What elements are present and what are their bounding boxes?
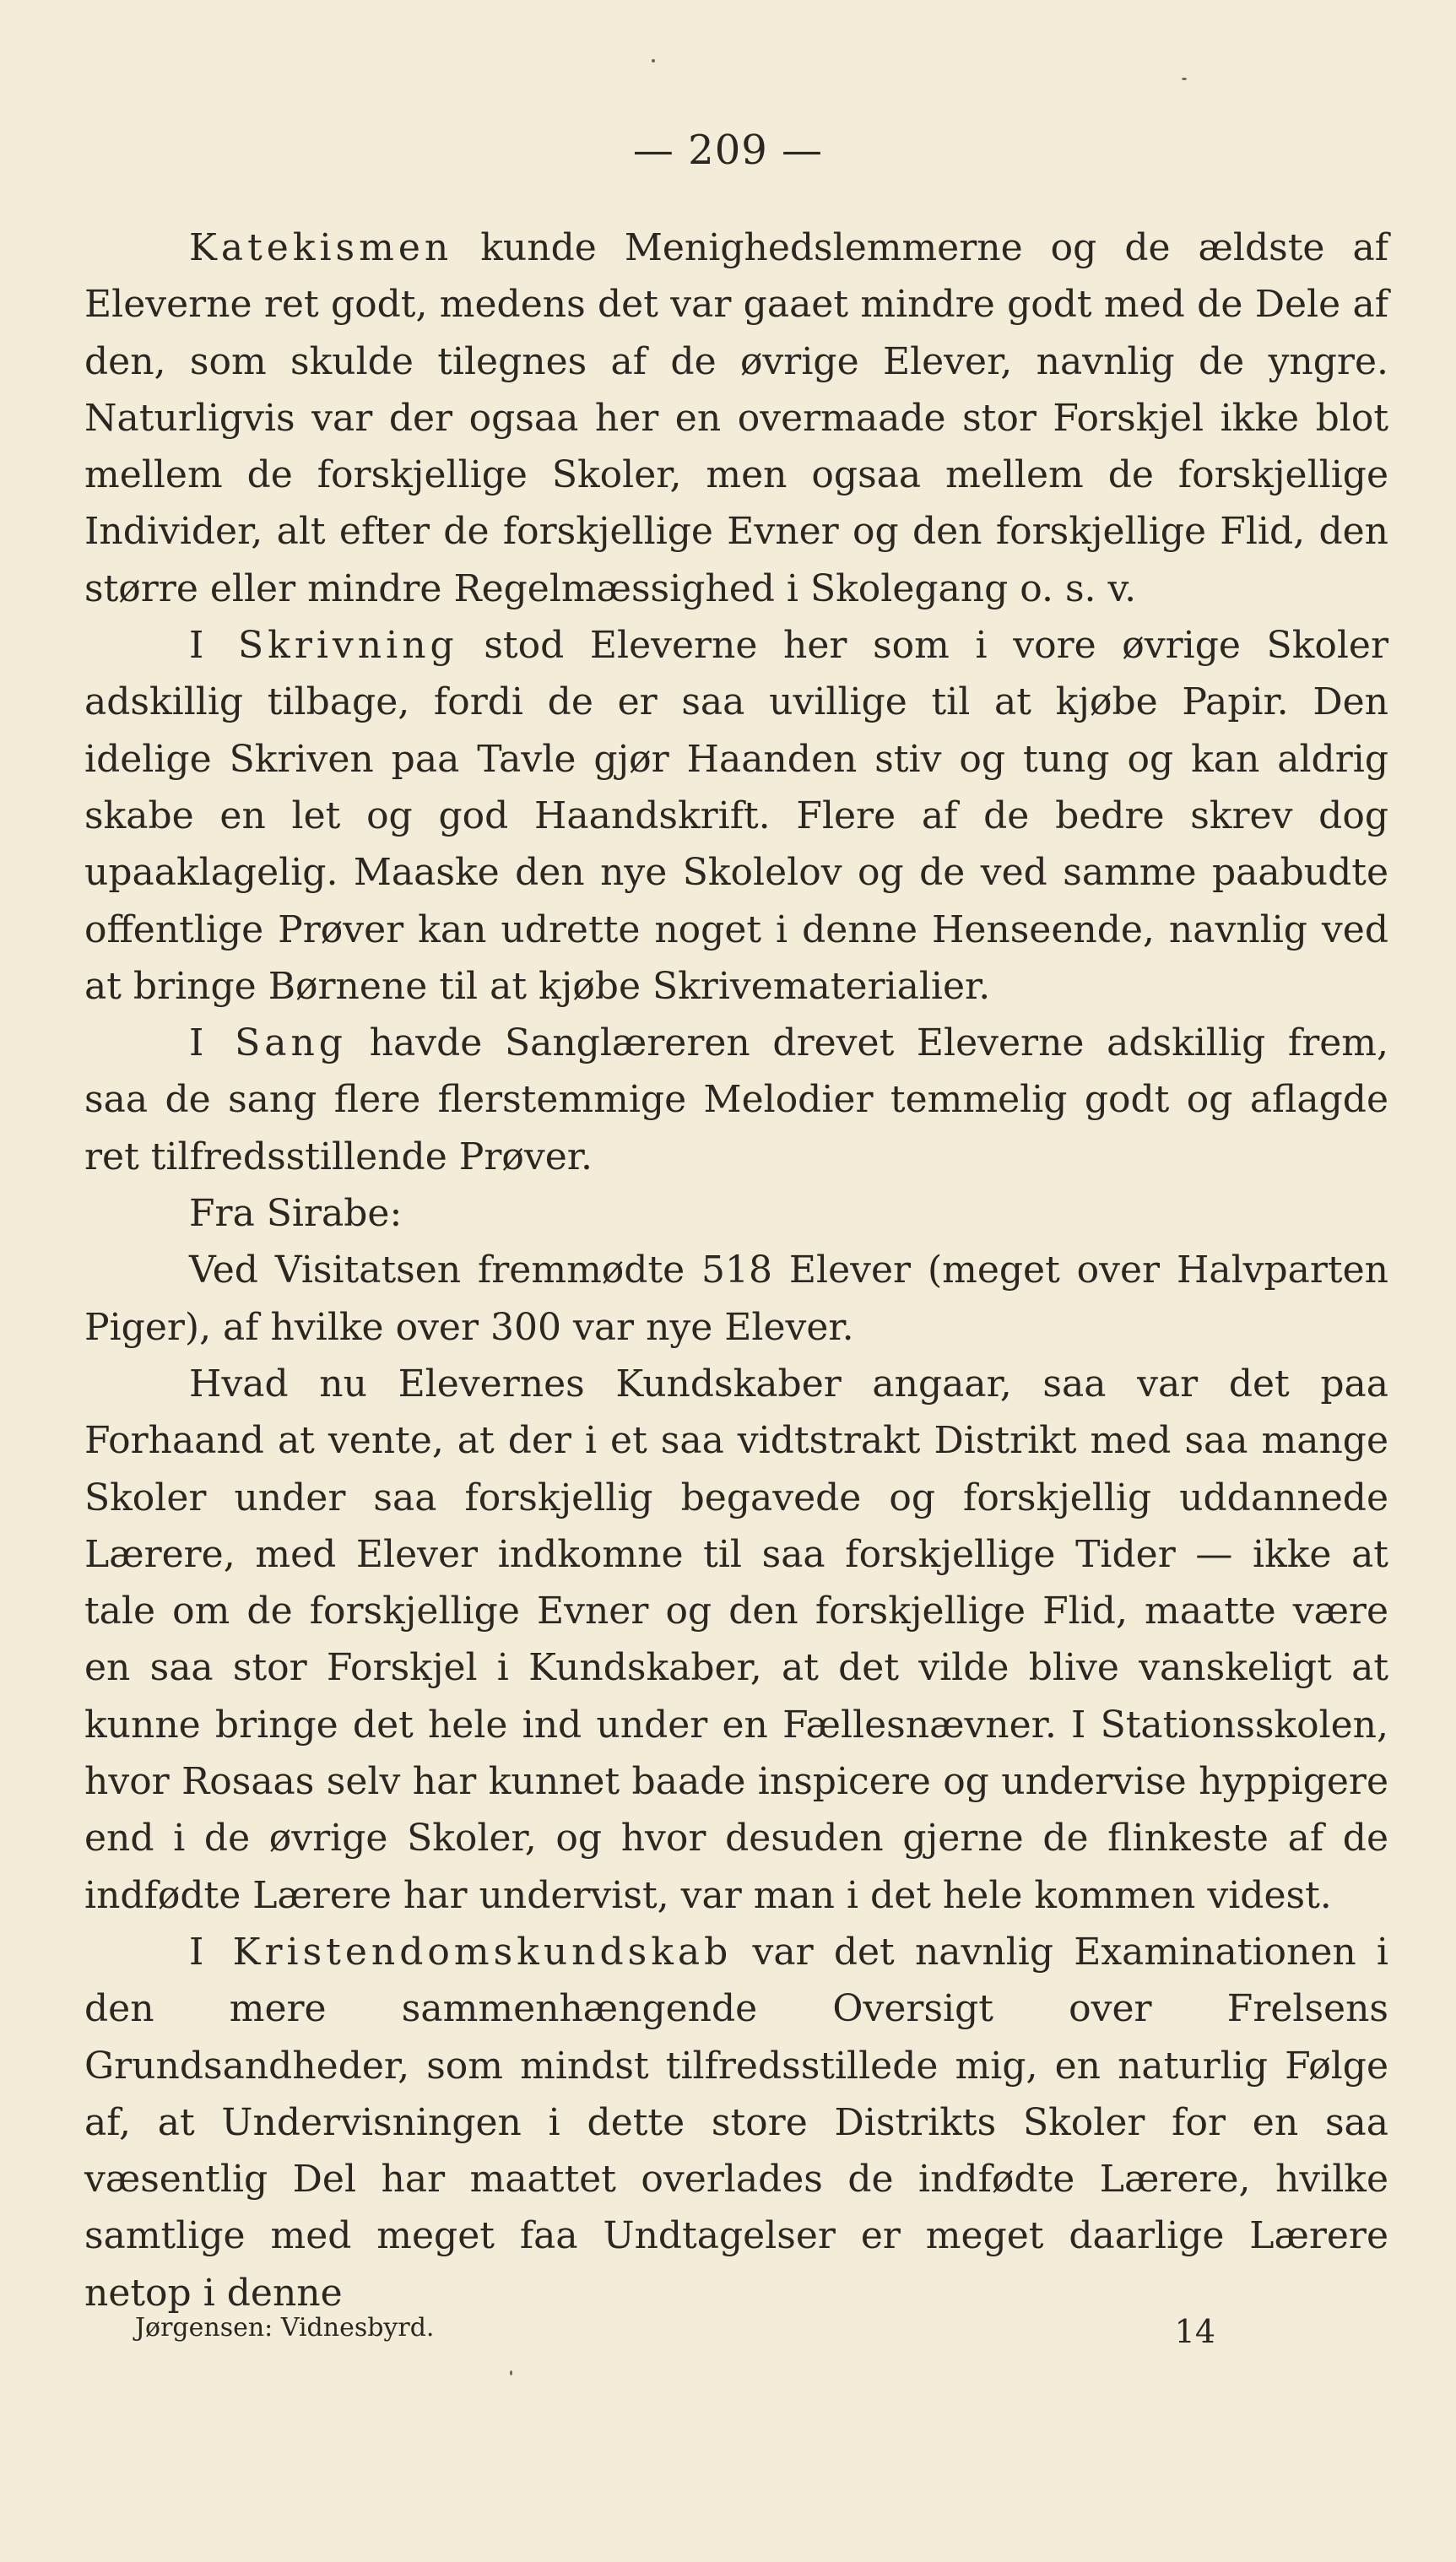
paper-speck [652, 59, 655, 62]
paragraph-kristendom [84, 1924, 1388, 2321]
spaced-lead: I Kristendomskundskab [189, 1930, 733, 1974]
paragraph-sang [84, 1015, 1388, 1185]
paragraph-text: Fra Sirabe: [189, 1192, 403, 1236]
paper-speck [510, 2370, 512, 2375]
footer-signature: Jørgensen: Vidnesbyrd. [135, 2313, 435, 2343]
page-footer [135, 2313, 1215, 2350]
paper-speck [1182, 78, 1187, 80]
spaced-lead: Katekismen [189, 226, 453, 269]
sheet-number: 14 [1174, 2313, 1215, 2350]
paragraph-skrivning [84, 617, 1388, 1015]
paragraph-text: stod Eleverne her som i vore øvrige Skoler adskillig tilbage, fordi de er saa uvillige til at kjøbe Papir. Den idelige Skriven paa Tavle gjør Haanden stiv og tung og kan aldrig skabe en let og god Haandskrift. Flere af de bedre skrev dog upaaklagelig. Maaske den nye Skolelov og de ved samme paabudte offentlige Prøver kan udrette noget i denne Henseende, navnlig ved at bringe Børnene til at kjøbe Skrivematerialier. [84, 624, 1388, 1008]
body-text [84, 219, 1388, 2321]
paragraph-text: Hvad nu Elevernes Kundskaber angaar, saa var det paa Forhaand at vente, at der i et saa vidtstrakt Distrikt med saa mange Skoler under saa forskjellig begavede og forskjellig uddannede Lærere, med Elever indkomne til saa forskjellige Tider — ikke at tale om de forskjellige Evner og den forskjellige Flid, maatte være en saa stor Forskjel i Kundskaber, at det vilde blive vanskeligt at kunne bringe det hele ind under en Fællesnævner. I Stationsskolen, hvor Rosaas selv har kunnet baade inspicere og undervise hyppigere end i de øvrige Skoler, og hvor desuden gjerne de flinkeste af de indfødte Lærere har undervist, var man i det hele kommen videst. [84, 1362, 1388, 1917]
paragraph-fra-sirabe [84, 1185, 1388, 1242]
paragraph-visitatsen [84, 1242, 1388, 1356]
paragraph-text: Ved Visitatsen fremmødte 518 Elever (meget over Halvparten Piger), af hvilke over 300 var nye Elever. [84, 1249, 1388, 1349]
spaced-lead: I Sang [189, 1021, 347, 1065]
paragraph-text: kunde Menighedslemmerne og de ældste af Eleverne ret godt, medens det var gaaet mindre godt med de Dele af den, som skulde tilegnes af de øvrige Elever, navnlig de yngre. Naturligvis var der ogsaa her en overmaade stor Forskjel ikke blot mellem de forskjellige Skoler, men ogsaa mellem de forskjellige Individer, alt efter de forskjellige Evner og den forskjellige Flid, den større eller mindre Regelmæssighed i Skolegang o. s. v. [84, 226, 1388, 610]
paragraph-katekismen [84, 219, 1388, 617]
paragraph-text: var det navnlig Examinationen i den mere sammenhængende Oversigt over Frelsens Grundsandheder, som mindst tilfredsstillede mig, en naturlig Følge af, at Undervisningen i dette store Distrikts Skoler for en saa væsentlig Del har maattet overlades de indfødte Lærere, hvilke samtlige med meget faa Undtagelser er meget daarlige Lærere netop i denne [84, 1930, 1388, 2315]
paragraph-text: havde Sanglæreren drevet Eleverne adskillig frem, saa de sang flere flerstemmige Melodier temmelig godt og aflagde ret tilfredsstillende Prøver. [84, 1021, 1389, 1178]
paragraph-kundskaber [84, 1356, 1388, 1924]
page-number: — 209 — [632, 127, 824, 174]
spaced-lead: I Skrivning [189, 624, 458, 668]
